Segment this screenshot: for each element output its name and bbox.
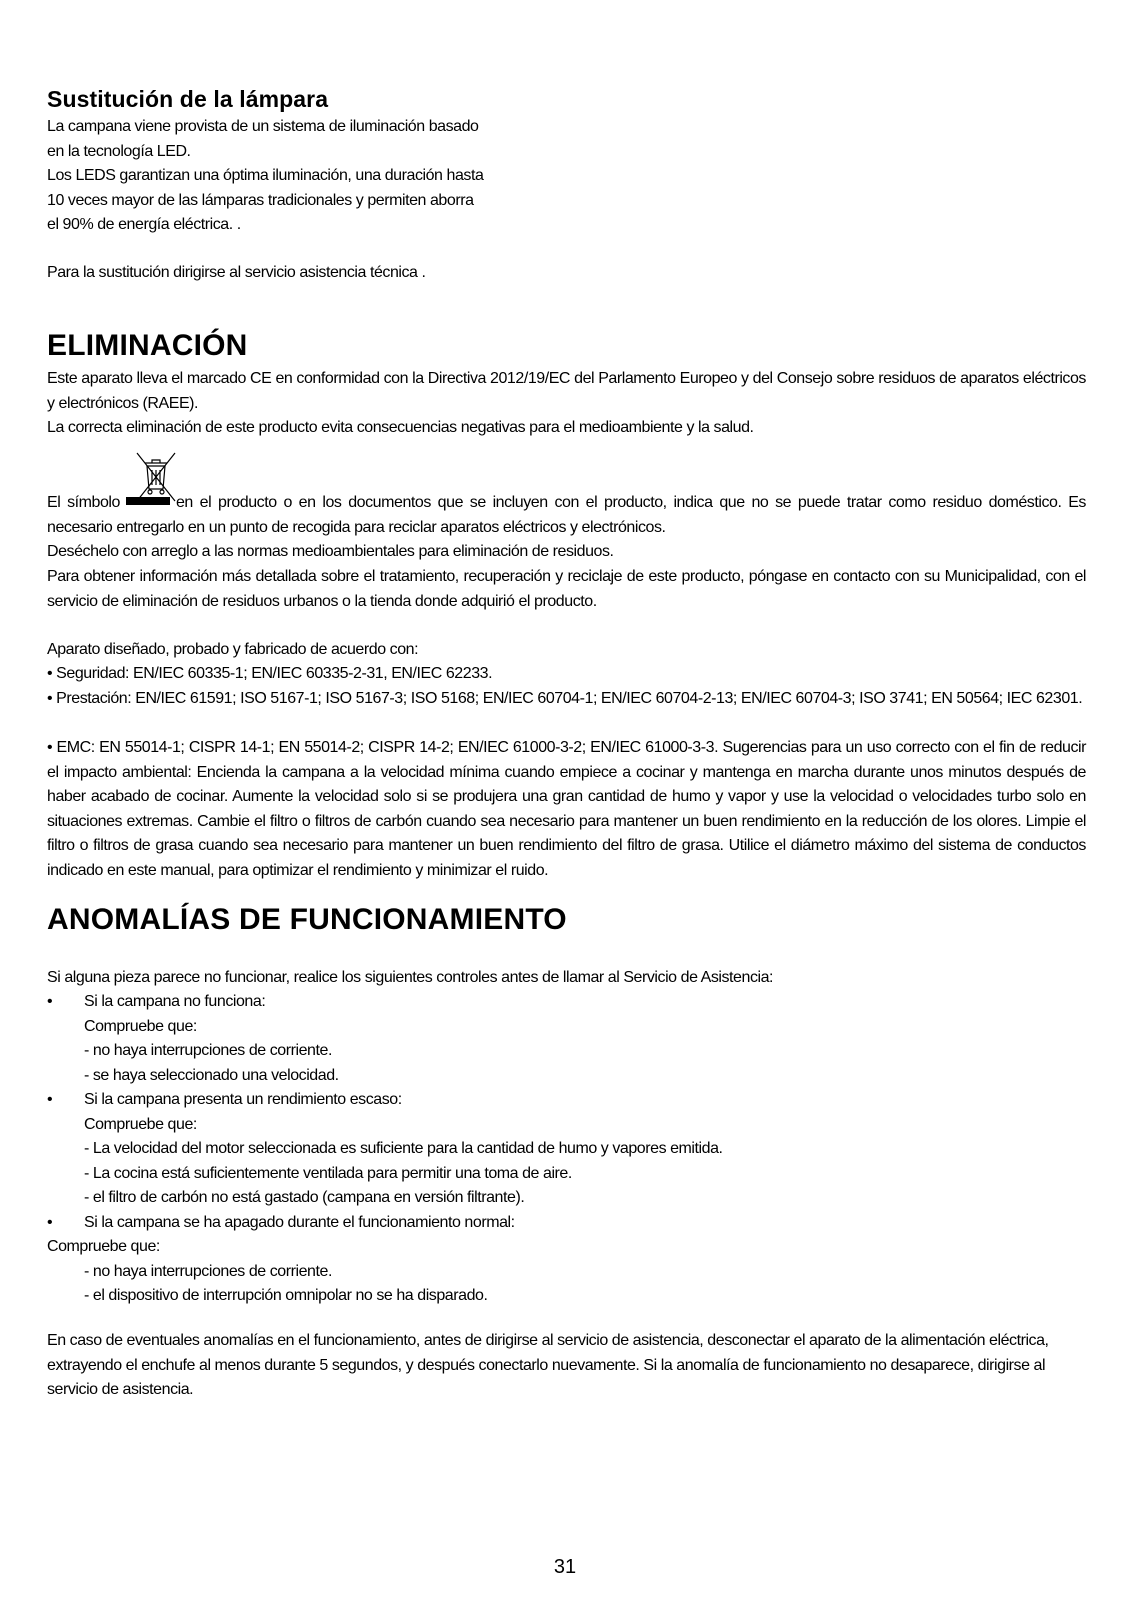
check-item: - La velocidad del motor seleccionada es suficiente para la cantidad de humo y vapores emitida.	[84, 1140, 723, 1157]
eliminacion-symbol-text	[47, 491, 1086, 540]
check-item: - el dispositivo de interrupción omnipolar no se ha disparado.	[84, 1287, 488, 1304]
text-line: el 90% de energía eléctrica. .	[47, 216, 241, 233]
eliminacion-p2: La correcta eliminación de este producto evita consecuencias negativas para el medioambiente y la salud.	[47, 419, 754, 436]
anomalias-final: En caso de eventuales anomalías en el funcionamiento, antes de dirigirse al servicio de asistencia, desconectar el aparato de la alimentación eléctrica, extrayendo el enchufe al menos durante 5 segundos, y después conectarlo nuevamente. Si la anomalía de funcionamiento no desaparece, dirigirse al servicio de asistencia.	[47, 1332, 1049, 1398]
check-item: - La cocina está suficientemente ventilada para permitir una toma de aire.	[84, 1164, 572, 1182]
normas-prestacion: • Prestación: EN/IEC 61591; ISO 5167-1; ISO 5167-3; ISO 5168; EN/IEC 60704-1; EN/IEC 60704-2-13; EN/IEC 60704-3; ISO 3741; EN 50564; IEC 62301.	[47, 690, 1083, 707]
bullet: •	[47, 1213, 53, 1231]
symbol-before: El símbolo	[47, 494, 120, 511]
check-item: - no haya interrupciones de corriente.	[84, 1042, 332, 1059]
bullet: •	[47, 993, 53, 1010]
text-line: La campana viene provista de un sistema de iluminación basado	[47, 118, 479, 135]
compruebe-label: Compruebe que:	[47, 1238, 160, 1255]
text-line: en la tecnología LED.	[47, 142, 191, 160]
bullet-text: Si la campana se ha apagado durante el funcionamiento normal:	[84, 1213, 515, 1231]
bullet: •	[47, 1091, 53, 1108]
bullet-text: Si la campana presenta un rendimiento escaso:	[84, 1091, 402, 1108]
anomalias-checklist	[47, 990, 1086, 1309]
normas-intro: Aparato diseñado, probado y fabricado de acuerdo con:	[47, 641, 419, 658]
normas-emc: • EMC: EN 55014-1; CISPR 14-1; EN 55014-2; CISPR 14-2; EN/IEC 61000-3-2; EN/IEC 61000-3-3. Sugerencias para un uso correcto con el fin de reducir el impacto ambiental: Encienda la campana a la velocidad mínima cuando empiece a cocinar y mantenga en marcha durante unos minutos después de haber acabado de cocinar. Aumente la velocidad solo si se produjera una gran cantidad de humo y vapor y use la velocidad o velocidades turbo solo en situaciones extremas. Cambie el filtro o filtros de carbón cuando sea necesario para mantener un buen rendimiento en la reducción de los olores. Limpie el filtro o filtros de grasa cuando sea necesario para mantener un buen rendimiento del filtro de grasa. Utilice el diámetro máximo del sistema de conductos indicado en este manual, para optimizar el rendimiento y minimizar el ruido.	[47, 739, 1086, 879]
eliminacion-p4: Para obtener información más detallada sobre el tratamiento, recuperación y reciclaje de este producto, póngase en contacto con su Municipalidad, con el servicio de eliminación de residuos urbanos o la tienda donde adquirió el producto.	[47, 568, 1086, 610]
lampara-text	[47, 115, 483, 238]
check-item: - se haya seleccionado una velocidad.	[84, 1066, 339, 1084]
check-item: - no haya interrupciones de corriente.	[84, 1262, 332, 1280]
list-item	[47, 1211, 1086, 1236]
section-title-lampara: Sustitución de la lámpara	[47, 86, 329, 112]
compruebe-label: Compruebe que:	[84, 1017, 197, 1035]
list-item	[47, 1088, 1086, 1113]
eliminacion-p3: Deséchelo con arreglo a las normas medioambientales para eliminación de residuos.	[47, 543, 614, 560]
section-title-anomalias: ANOMALÍAS DE FUNCIONAMIENTO	[47, 903, 567, 936]
lampara-sustitucion: Para la sustitución dirigirse al servicio asistencia técnica .	[47, 264, 426, 281]
section-title-eliminacion: ELIMINACIÓN	[47, 329, 248, 362]
text-line: Los LEDS garantizan una óptima iluminación, una duración hasta	[47, 167, 484, 184]
text-line: 10 veces mayor de las lámparas tradicionales y permiten aborra	[47, 191, 474, 209]
page-number: 31	[553, 1556, 577, 1578]
normas-seguridad: • Seguridad: EN/IEC 60335-1; EN/IEC 60335-2-31, EN/IEC 62233.	[47, 665, 493, 682]
anomalias-intro: Si alguna pieza parece no funcionar, realice los siguientes controles antes de llamar al Servicio de Asistencia:	[47, 969, 774, 986]
bullet-text: Si la campana no funciona:	[84, 993, 266, 1010]
underline-bar-icon	[126, 497, 170, 505]
check-item: - el filtro de carbón no está gastado (campana en versión filtrante).	[84, 1189, 525, 1206]
compruebe-label: Compruebe que:	[84, 1115, 197, 1133]
eliminacion-p1: Este aparato lleva el marcado CE en conformidad con la Directiva 2012/19/EC del Parlamento Europeo y del Consejo sobre residuos de aparatos eléctricos y electrónicos (RAEE).	[47, 370, 1086, 412]
symbol-after: en el producto o en los documentos que se incluyen con el producto, indica que no se puede tratar como residuo doméstico. Es necesario entregarlo en un punto de recogida para reciclar aparatos eléctricos y electrónicos.	[47, 494, 1086, 536]
list-item	[47, 990, 1086, 1015]
